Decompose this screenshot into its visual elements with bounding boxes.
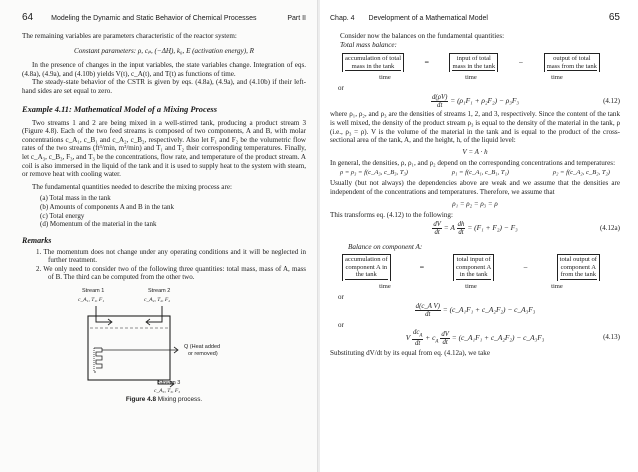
equation-component-a: $\frac{\text{d(c\_A V)}}{dt}$ = (c_A₁F₁ + c_A₂F₂) − c_A₃F₃ xyxy=(415,302,536,318)
accumulation-box: accumulation of total mass in the tank xyxy=(342,53,404,72)
right-chapter-label: Chap. 4 xyxy=(330,15,355,22)
example-title: Example 4.11: Mathematical Model of a Mixing Process xyxy=(22,104,217,114)
left-page-number: 64 xyxy=(22,12,34,23)
paragraph-remaining-variables: The remaining variables are parameters characteristic of the reactor system: xyxy=(22,32,237,40)
paragraph-general-densities: In general, the densities, ρ, ρ₁, and ρ₂ depend on the corresponding concentrations and temperatures: xyxy=(330,158,616,167)
left-part-label: Part II xyxy=(287,15,306,22)
paragraph-substituting: Substituting dV/dt by its equal from eq. (4.12a), we take xyxy=(330,348,490,357)
list-item: (c) Total energy xyxy=(40,211,85,220)
time-denominators: time time time xyxy=(379,74,563,82)
minus-sign: − xyxy=(518,58,524,68)
equation-equal-densities: ρ₁ = ρ₂ = ρ₃ = ρ xyxy=(452,199,498,208)
left-running-header xyxy=(22,12,306,23)
equation-number: (4.13) xyxy=(603,332,620,341)
right-page-number: 65 xyxy=(608,12,620,23)
stream3-vars: c_A₃, T₃, F₃ xyxy=(154,388,181,395)
paragraph-steady-state: The steady-state behavior of the CSTR is given by eqs. (4.8a), (4.9a), and (4.10b) if their left-hand sides are set equal to zero. xyxy=(22,78,306,95)
left-page xyxy=(0,0,318,472)
equals-sign: = xyxy=(424,58,430,68)
equals-sign: = xyxy=(419,263,425,273)
stream1-label: Stream 1 xyxy=(82,288,105,295)
paragraph-transform: This transforms eq. (4.12) to the following: xyxy=(330,210,453,219)
equation-volume: V = A · h xyxy=(462,147,488,156)
minus-sign: − xyxy=(523,263,528,273)
total-mass-balance-heading: Total mass balance: xyxy=(340,40,397,49)
right-running-header xyxy=(330,12,620,23)
or-text: or xyxy=(338,292,344,301)
output-a-box: total output of component A from the tank xyxy=(557,254,600,281)
equation-4-12a: $\frac{dV}{dt}$ = A $\frac{dh}{dt}$ = (F₁ + F₂) − F₃ (4.12a) xyxy=(433,220,620,236)
remarks-heading: Remarks xyxy=(22,235,52,245)
list-item: (d) Momentum of the material in the tank xyxy=(40,220,157,229)
heat-label: Q (Heat added xyxy=(184,344,221,351)
output-box: output of total mass from the tank xyxy=(544,53,600,72)
mass-balance-word-equation xyxy=(342,53,600,72)
paragraph-usually: Usually (but not always) the dependencies above are weak and we assume that the densities are independent of the concentrations and temperatures. Therefore, we assume that xyxy=(330,179,620,196)
stream2-label: Stream 2 xyxy=(148,288,171,295)
stream1-pipe xyxy=(96,306,112,322)
or-text: or xyxy=(338,320,344,329)
component-a-balance-heading: Balance on component A: xyxy=(348,243,423,252)
figure-caption: Figure 4.8 Mixing process. xyxy=(125,396,203,404)
constant-parameters-line: Constant parameters: ρ, cₚ, (−ΔH᷊), k₀, E (activation energy), R xyxy=(74,46,254,55)
time-denominators-a: time time time xyxy=(379,282,563,290)
left-running-title: Modeling the Dynamic and Static Behavior of Chemical Processes xyxy=(51,15,257,22)
paragraph-balances-intro: Consider now the balances on the fundamental quantities: xyxy=(340,32,505,40)
input-box: input of total mass in the tank xyxy=(449,53,498,72)
mixing-tank-diagram xyxy=(66,288,266,395)
input-a-box: total input of component A in the tank xyxy=(453,254,494,281)
paragraph-fundamental-quantities: The fundamental quantities needed to describe the mixing process are: xyxy=(32,182,232,191)
density-dependencies: ρ = ρ₃ = f(c_A₃, c_B₃, T₃) ρ₁ = f(c_A₁, c_B₁, T₁) ρ₂ = f(c_A₂, c_B₂, T₂) xyxy=(340,169,610,177)
remark-item: 1. The momentum does not change under any operating conditions and it will be neglected in further treatment. xyxy=(36,247,306,265)
accumulation-a-box: accumulation of component A in the tank xyxy=(342,254,391,281)
paragraph-densities: where ρ₁, ρ₂, and ρ₃ are the densities of streams 1, 2, and 3, respectively. Since the content of the tank is well mixed, the density of the product stream ρ₃ is equal to the density of the material in the tank, ρ (i.e., ρ₃ = ρ). V is the volume of the material in the tank and is equal to the product of the cross-sectional area of the tank, A, and the height, h, of the liquid level: xyxy=(330,110,620,145)
stream2-pipe xyxy=(146,306,162,322)
component-a-word-equation xyxy=(342,254,600,281)
right-running-title: Development of a Mathematical Model xyxy=(368,15,488,22)
paragraph-input-changes: In the presence of changes in the input variables, the state variables change. Integration of eqs. (4.8a), (4.9a), and (4.10b) yields V(t), c_A(t), and T(t) as functions of time. xyxy=(22,61,306,78)
stream2-vars: c_A₂, T₂, F₂ xyxy=(144,297,171,304)
right-page xyxy=(320,0,638,472)
list-item: (b) Amounts of components A and B in the tank xyxy=(40,202,174,211)
heat-label-2: or removed) xyxy=(188,351,218,358)
list-item: (a) Total mass in the tank xyxy=(40,194,111,203)
equation-number: (4.12) xyxy=(603,97,620,106)
or-text: or xyxy=(338,84,344,93)
equation-4-13: V $\frac{dc_A}{dt}$ + $c_A$ $\frac{dV}{dt}$ = (c_A₁F₁ + c_A₂F₂) − c_A₃F₃ (4.13) xyxy=(405,329,620,348)
equation-4-12: $\frac{d(\rho V)}{dt}$ = (ρ₁F₁ + ρ₂F₂) − ρ₃F₃ (4.12) xyxy=(432,94,620,110)
paragraph-mixing-description: Two streams 1 and 2 are being mixed in a well-stirred tank, producing a product stream 3 (Figure 4.8). Each of the two feed streams is composed of two components, A and B, with molar concentrations c_A₁, c_B₁ and c_A₂, c_B₂, respectively. Also let F₁ and F₂ be the volumetric flow rates of the two streams (ft³/min, m³/min) and T₁ and T₂ their corresponding temperatures. Finally, let c_A₃, c_B₃, F₃, and T₃ be the concentrations, flow rate, and temperature of the product stream. A coil is also immersed in the liquid of the tank and it is used to supply heat to the system with steam, or remove heat with cooling water. xyxy=(22,118,306,179)
stream1-vars: c_A₁, T₁, F₁ xyxy=(78,297,105,304)
heating-coil xyxy=(94,348,102,372)
remark-item: 2. We only need to consider two of the following three quantities: total mass, mass of A, mass of B. The third can be computed from the other two. xyxy=(36,264,306,282)
stream3-label: Stream 3 xyxy=(158,380,181,387)
equation-number: (4.12a) xyxy=(599,224,620,233)
figure-mixing-process xyxy=(22,286,306,404)
